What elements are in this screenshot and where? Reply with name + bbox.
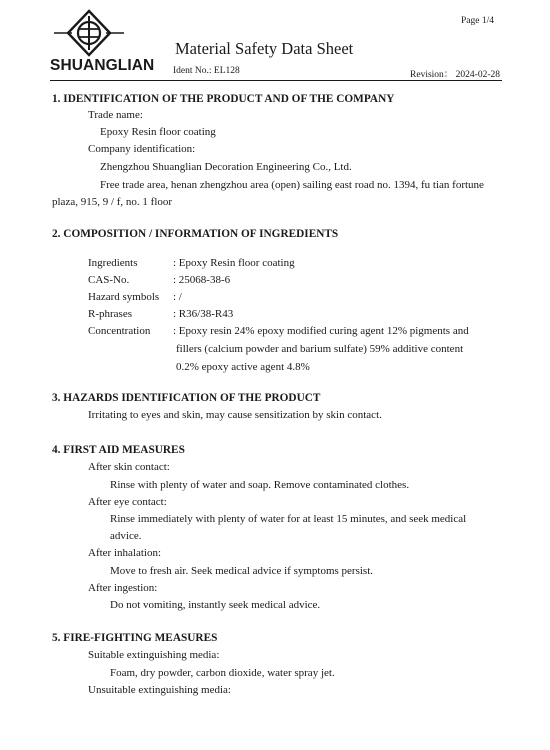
company-identification-label: Company identification: [88, 143, 196, 155]
cas-value: : 25068-38-6 [173, 274, 231, 286]
trade-name-label: Trade name: [88, 109, 143, 121]
hazard-symbols-value: : / [173, 291, 182, 303]
hazard-symbols-label: Hazard symbols [88, 291, 160, 303]
ingredients-label: Ingredients [88, 257, 138, 269]
revision-date: Revision： 2024-02-28 [410, 70, 500, 80]
company-name: Zhengzhou Shuanglian Decoration Engineering Co., Ltd. [100, 161, 352, 173]
document-title: Material Safety Data Sheet [175, 39, 354, 58]
ident-number: Ident No.: EL128 [173, 66, 240, 76]
section-2-heading: 2. COMPOSITION / INFORMATION OF INGREDIENTS [52, 228, 339, 240]
r-phrases-label: R-phrases [88, 308, 132, 320]
ingestion-label: After ingestion: [88, 582, 158, 594]
inhalation-label: After inhalation: [88, 547, 162, 559]
page-number: Page 1/4 [461, 16, 494, 26]
section-3-heading: 3. HAZARDS IDENTIFICATION OF THE PRODUCT [52, 392, 321, 404]
skin-contact-text: Rinse with plenty of water and soap. Remove contaminated clothes. [110, 479, 410, 491]
suitable-media-label: Suitable extinguishing media: [88, 649, 220, 661]
r-phrases-value: : R36/38-R43 [173, 308, 234, 320]
eye-contact-text-line-2: advice. [110, 530, 142, 542]
concentration-value-line-3: 0.2% epoxy active agent 4.8% [176, 361, 310, 373]
eye-contact-label: After eye contact: [88, 496, 167, 508]
unsuitable-media-label: Unsuitable extinguishing media: [88, 684, 231, 696]
skin-contact-label: After skin contact: [88, 461, 170, 473]
company-logo [52, 8, 126, 58]
company-address-line-1: Free trade area, henan zhengzhou area (open) sailing east road no. 1394, fu tian fortune [100, 179, 484, 191]
ingestion-text: Do not vomiting, instantly seek medical advice. [110, 599, 321, 611]
concentration-value-line-2: fillers (calcium powder and barium sulfate) 59% additive content [176, 343, 464, 355]
eye-contact-text-line-1: Rinse immediately with plenty of water for at least 15 minutes, and seek medical [110, 513, 467, 525]
suitable-media-text: Foam, dry powder, carbon dioxide, water spray jet. [110, 667, 335, 679]
section-4-heading: 4. FIRST AID MEASURES [52, 444, 185, 456]
header-divider [50, 80, 502, 81]
hazards-text: Irritating to eyes and skin, may cause sensitization by skin contact. [88, 409, 382, 421]
brand-name: SHUANGLIAN [50, 57, 155, 74]
cas-label: CAS-No. [88, 274, 130, 286]
company-address-line-2: plaza, 915, 9 / f, no. 1 floor [52, 196, 173, 208]
section-1-heading: 1. IDENTIFICATION OF THE PRODUCT AND OF THE COMPANY [52, 93, 395, 105]
ingredients-value: : Epoxy Resin floor coating [173, 257, 295, 269]
concentration-label: Concentration [88, 325, 151, 337]
concentration-value-line-1: : Epoxy resin 24% epoxy modified curing agent 12% pigments and [173, 325, 469, 337]
trade-name-value: Epoxy Resin floor coating [100, 126, 216, 138]
section-5-heading: 5. FIRE-FIGHTING MEASURES [52, 632, 218, 644]
inhalation-text: Move to fresh air. Seek medical advice if symptoms persist. [110, 565, 374, 577]
